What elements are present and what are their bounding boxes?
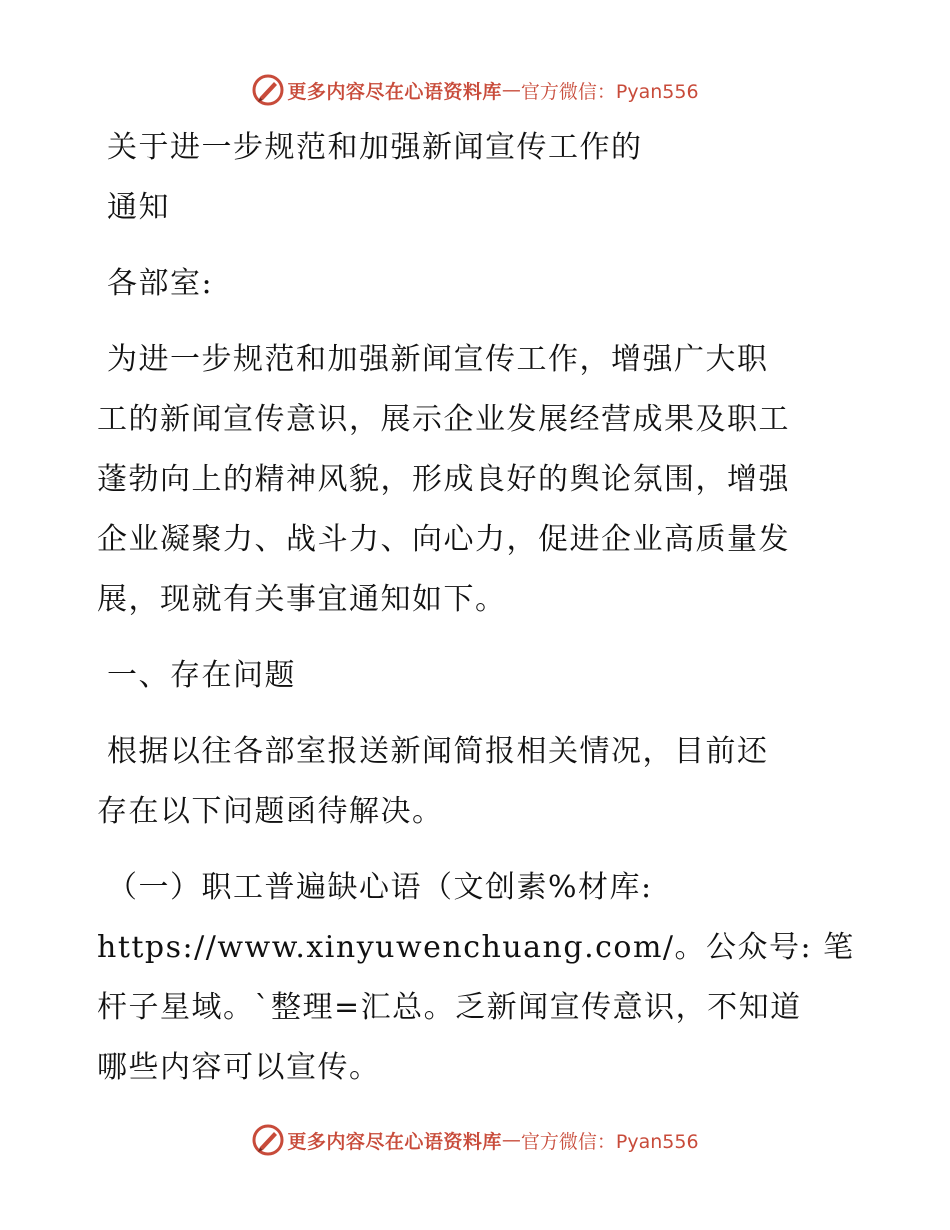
item-line: （一）职工普遍缺心语（文创素%材库:	[107, 870, 653, 905]
watermark-separator: —	[501, 79, 521, 101]
watermark-wechat: 官方微信：Pyan556	[520, 1130, 699, 1153]
watermark-text: 更多内容尽在心语资料库	[287, 1130, 502, 1153]
watermark-text: 更多内容尽在心语资料库	[287, 80, 502, 103]
item-line: https://www.xinyuwenchuang.com/。公众号: 笔	[97, 930, 855, 965]
footer-watermark-banner	[0, 1122, 950, 1158]
header-watermark-banner	[0, 72, 950, 108]
watermark-wechat: 官方微信：Pyan556	[520, 80, 699, 103]
section-paragraph-line: 根据以往各部室报送新闻简报相关情况，目前还	[107, 734, 769, 769]
intro-line: 工的新闻宣传意识，展示企业发展经营成果及职工	[97, 402, 790, 437]
intro-line: 企业凝聚力、战斗力、向心力，促进企业高质量发	[97, 522, 790, 557]
intro-line: 展，现就有关事宜通知如下。	[97, 582, 507, 617]
item-line: 杆子星域。`整理=汇总。乏新闻宣传意识，不知道	[97, 990, 802, 1025]
intro-line: 为进一步规范和加强新闻宣传工作，增强广大职	[107, 342, 769, 377]
document-body	[97, 118, 857, 1098]
watermark-separator: —	[501, 1129, 521, 1151]
pen-logo-icon	[251, 1123, 285, 1157]
intro-line: 蓬勃向上的精神风貌，形成良好的舆论氛围，增强	[97, 462, 790, 497]
item-line: 哪些内容可以宣传。	[97, 1050, 381, 1085]
document-title-line-2: 通知	[107, 190, 170, 225]
salutation: 各部室:	[107, 266, 214, 301]
pen-logo-icon	[251, 73, 285, 107]
section-heading: 一、存在问题	[107, 658, 296, 693]
document-title-line-1: 关于进一步规范和加强新闻宣传工作的	[107, 130, 643, 165]
section-paragraph-line: 存在以下问题函待解决。	[97, 794, 444, 829]
